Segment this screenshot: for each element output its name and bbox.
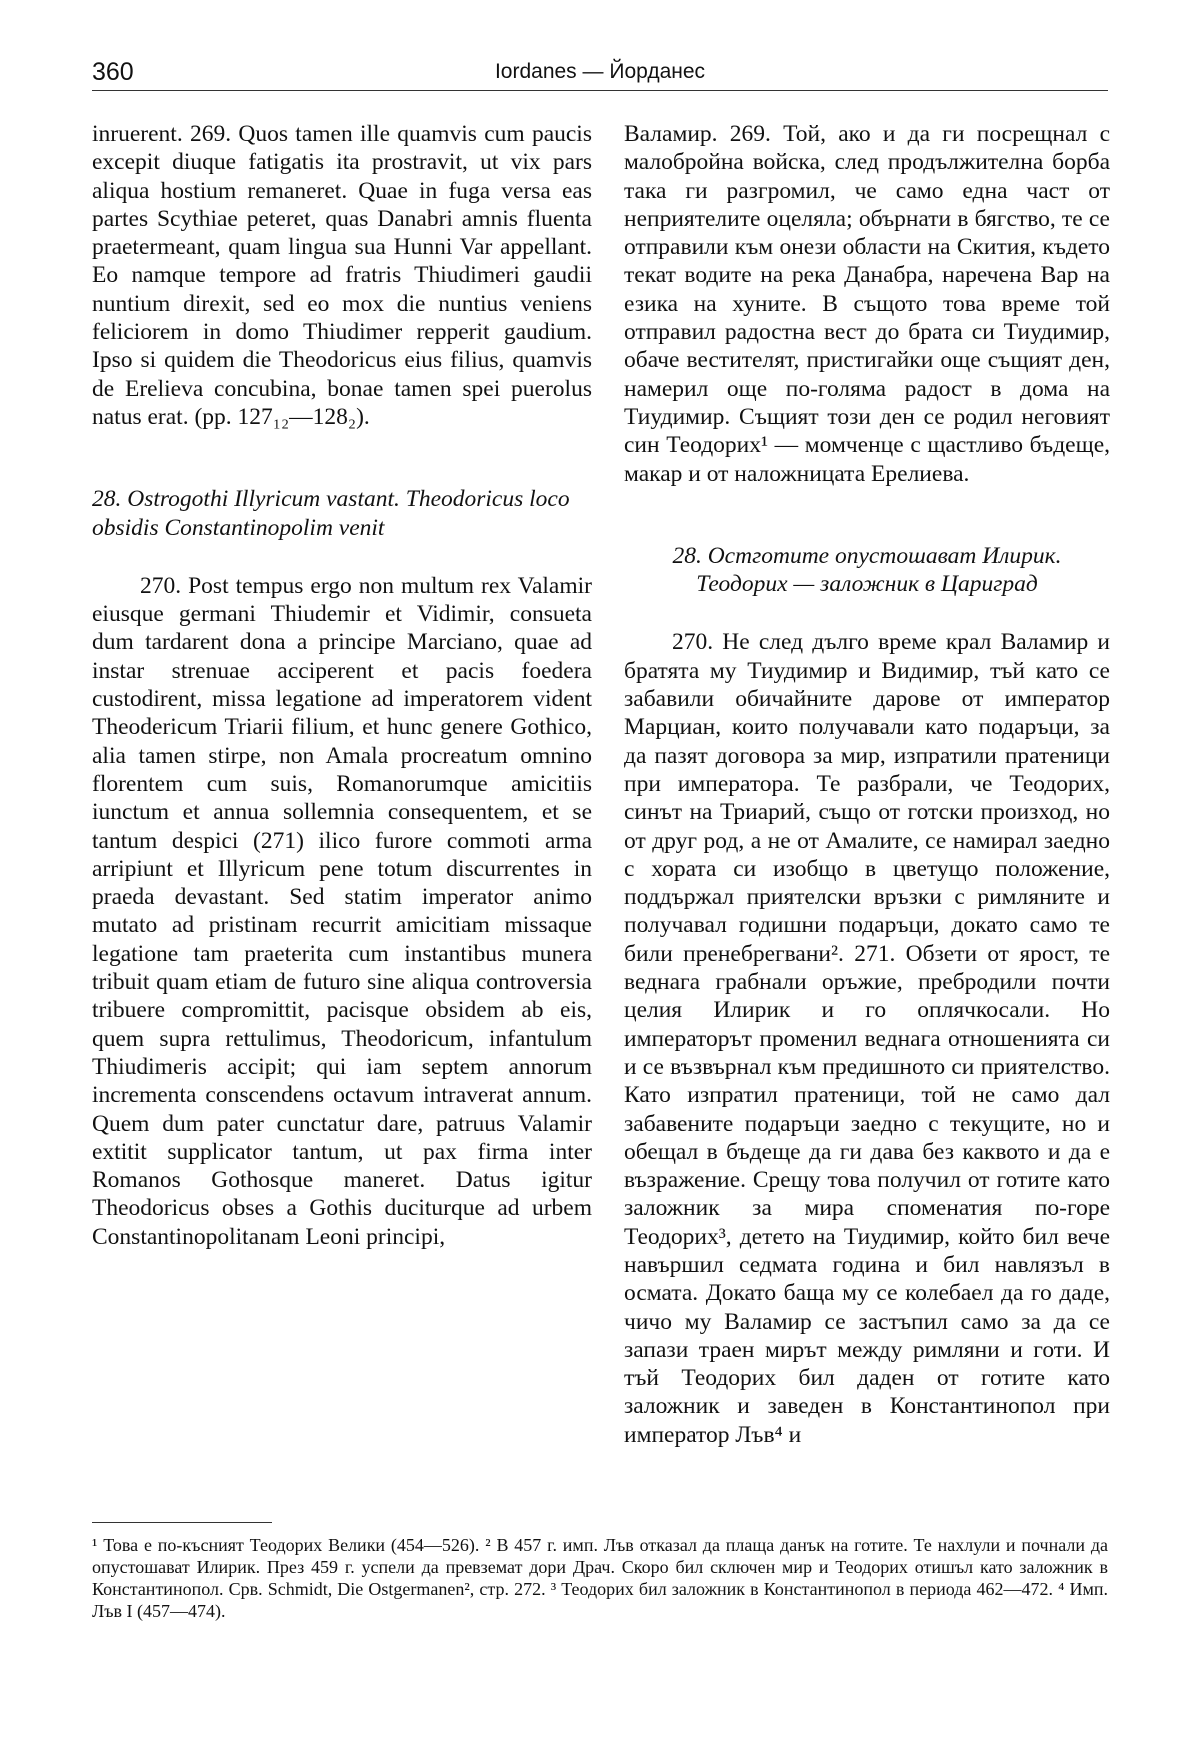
latin-paragraph-269: inruerent. 269. Quos tamen ille quamvis cum paucis excepit diuque fatigatis ita prostravit, ut vix pars aliqua hostium remaneret. Quae in fuga versa eas partes Scythiae peteret, quas Danabri amnis fluenta praetermeant, quam lingua sua Hunni Var appellant. Eo namque tempore ad fratris Thiudimeri gaudii nuntium direxit, sed eo mox die nuntius veniens feliciorem in domo Thiudimer repperit gaudium. Ipso si quidem die Theodoricus eius filius, quamvis de Erelieva concubina, bonae tamen spei puerolus natus erat. (pp. 127₁₂—128₂). [92,121,592,430]
footnote-rule [92,1522,272,1523]
running-title: Iordanes — Йорданес [494,60,706,83]
latin-paragraph-270: 270. Post tempus ergo non multum rex Valamir eiusque germani Thiudemir et Vidimir, consueta dum tardarent dona a principe Marciano, quae ad instar strenuae acciperent et pacis foedera custodirent, missa legatione ad imperatorem vident Theodericum Triarii filium, et hunc genere Gothico, alia tamen stirpe, non Amala procreatum omnino florentem cum suis, Romanorumque amicitiis iunctum et annua sollemnia consequentem, et se tantum despici (271) ilico furore commoti arma arripiunt et Illyricum pene totum discurrentes in praeda devastant. Sed statim imperator animo mutato ad pristinam recurrit amicitiam missaque legatione tam praeterita cum instantibus munera tribuit quam etiam de futuro sine aliqua controversia tribuere compromittit, pacisque obsidem ab eis, quem supra rettulimus, Theodoricum, infantulum Thiudimeris accipit; qui iam septem annorum incrementa conscendens octavum intraverat annum. Quem dum pater cunctatur dare, patruus Valamir extitit supplicator tantum, ut pax firma inter Romanos Gothosque maneret. Datus igitur Theodoricus obses a Gothis duciturque ad urbem Constantinopolitanam Leoni principi, [92,572,592,1250]
bulgarian-section-title: 28. Остготите опустошават Илирик. Теодорих — заложник в Цариград [672,542,1062,598]
bulgarian-paragraph-269: Валамир. 269. Той, ако и да ги посрещнал с малобройна войска, след продължителна борба така ги разгромил, че само една част от неприятелите оцеляла; обърнати в бягство, те се отправили към онези области на Скития, където текат водите на река Данабра, наречена Вар на езика на хуните. В същото това време той отправил радостна вест до брата си Тиудимир, обаче вестителят, пристигайки още същият ден, намерил още по-голяма радост в дома на Тиудимир. Същият този ден се родил неговият син Теодорих¹ — момченце с щастливо бъдеще, макар и от наложницата Ерелиева. [624,121,1110,487]
footnotes: ¹ Това е по-късният Теодорих Велики (454—526). ² В 457 г. имп. Лъв отказал да плаща данък на готите. Те нахлули и почнали да опустошават Илирик. През 459 г. успели да превземат дори Драч. Скоро бил сключен мир и Теодорих отишъл като заложник в Константинопол. Срв. Schmidt, Die Ostgermanen², стр. 272. ³ Теодорих бил заложник в Константинопол в периода 462—472. ⁴ Имп. Лъв I (457—474). [92,1535,1108,1621]
page-number: 360 [92,58,134,86]
bulgarian-column [624,120,1110,1449]
latin-section-title: 28. Ostrogothi Illyricum vastant. Theodoricus loco obsidis Constantinopolim venit [92,486,570,541]
header-rule [92,90,1108,91]
latin-column [92,120,592,1251]
bulgarian-paragraph-270: 270. Не след дълго време крал Валамир и братята му Тиудимир и Видимир, тъй като се забавили обичайните дарове от император Марциан, които получавали като подаръци, за да пазят договора за мир, изпратили пратеници при императора. Те разбрали, че Теодорих, синът на Триарий, също от готски произход, но от друг род, а не от Амалите, се намирал заедно с хората си изобщо в цветущо положение, поддържал приятелски връзки с римляните и получавал годишни подаръци, докато само те били пренебрегвани². 271. Обзети от ярост, те веднага грабнали оръжие, пребродили почти целия Илирик и го оплячкосали. Но императорът променил веднага отношенията си и се възвърнал към предишното си приятелство. Като изпратил пратеници, той не само дал забавените подаръци заедно с текущите, но и обещал в бъдеще да ги дава без каквото и да е възражение. Срещу това получил от готите като заложник за мира споменатия по-горе Теодорих³, детето на Тиудимир, който бил вече навършил седмата година и бил навлязъл в осмата. Докато баща му се колебаел да го даде, чичо му Валамир се застъпил само за да се запази траен мирът между римляни и готи. И тъй Теодорих бил даден от готите като заложник и заведен в Константинопол при император Лъв⁴ и [624,629,1110,1448]
page-header [92,58,1108,92]
